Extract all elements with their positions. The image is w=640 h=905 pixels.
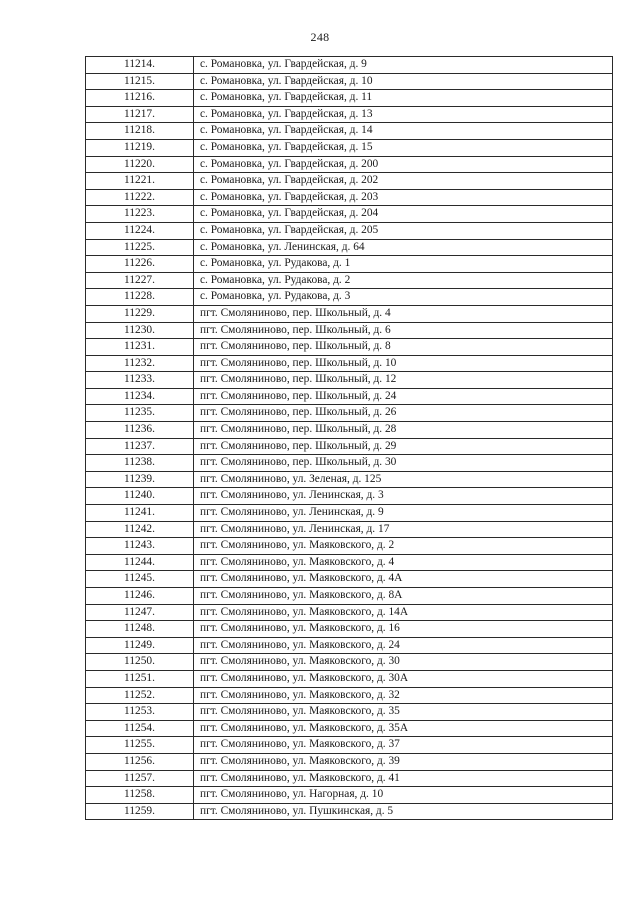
row-number-cell: 11231.: [86, 339, 194, 356]
address-cell: пгт. Смоляниново, пер. Школьный, д. 8: [194, 339, 613, 356]
address-cell: с. Романовка, ул. Гвардейская, д. 203: [194, 189, 613, 206]
address-cell: пгт. Смоляниново, пер. Школьный, д. 24: [194, 388, 613, 405]
row-number-cell: 11259.: [86, 803, 194, 820]
address-cell: с. Романовка, ул. Гвардейская, д. 202: [194, 173, 613, 190]
table-row: [86, 753, 613, 770]
row-number-cell: 11232.: [86, 355, 194, 372]
address-cell: с. Романовка, ул. Рудакова, д. 3: [194, 289, 613, 306]
address-cell: пгт. Смоляниново, пер. Школьный, д. 4: [194, 305, 613, 322]
row-number-cell: 11240.: [86, 488, 194, 505]
address-cell: с. Романовка, ул. Рудакова, д. 2: [194, 272, 613, 289]
address-cell: пгт. Смоляниново, пер. Школьный, д. 12: [194, 372, 613, 389]
table-row: [86, 654, 613, 671]
address-cell: пгт. Смоляниново, пер. Школьный, д. 29: [194, 438, 613, 455]
address-cell: пгт. Смоляниново, ул. Маяковского, д. 30А: [194, 670, 613, 687]
address-cell: пгт. Смоляниново, ул. Маяковского, д. 2: [194, 538, 613, 555]
row-number-cell: 11253.: [86, 704, 194, 721]
table-row: [86, 737, 613, 754]
row-number-cell: 11234.: [86, 388, 194, 405]
table-row: [86, 305, 613, 322]
row-number-cell: 11245.: [86, 571, 194, 588]
table-row: [86, 106, 613, 123]
row-number-cell: 11242.: [86, 521, 194, 538]
table-row: [86, 505, 613, 522]
row-number-cell: 11217.: [86, 106, 194, 123]
table-row: [86, 455, 613, 472]
row-number-cell: 11252.: [86, 687, 194, 704]
table-row: [86, 90, 613, 107]
address-cell: пгт. Смоляниново, ул. Маяковского, д. 4А: [194, 571, 613, 588]
table-row: [86, 704, 613, 721]
row-number-cell: 11226.: [86, 256, 194, 273]
row-number-cell: 11230.: [86, 322, 194, 339]
address-cell: с. Романовка, ул. Гвардейская, д. 14: [194, 123, 613, 140]
address-cell: с. Романовка, ул. Гвардейская, д. 13: [194, 106, 613, 123]
address-cell: пгт. Смоляниново, ул. Маяковского, д. 4: [194, 554, 613, 571]
row-number-cell: 11239.: [86, 471, 194, 488]
address-cell: пгт. Смоляниново, ул. Маяковского, д. 30: [194, 654, 613, 671]
address-cell: пгт. Смоляниново, ул. Маяковского, д. 32: [194, 687, 613, 704]
row-number-cell: 11237.: [86, 438, 194, 455]
table-row: [86, 770, 613, 787]
row-number-cell: 11233.: [86, 372, 194, 389]
address-cell: пгт. Смоляниново, пер. Школьный, д. 30: [194, 455, 613, 472]
table-row: [86, 173, 613, 190]
table-row: [86, 57, 613, 74]
page-number: 248: [310, 30, 330, 44]
table-row: [86, 471, 613, 488]
table-row: [86, 73, 613, 90]
table-row: [86, 372, 613, 389]
address-cell: с. Романовка, ул. Ленинская, д. 64: [194, 239, 613, 256]
row-number-cell: 11249.: [86, 637, 194, 654]
address-cell: пгт. Смоляниново, ул. Ленинская, д. 17: [194, 521, 613, 538]
row-number-cell: 11221.: [86, 173, 194, 190]
table-row: [86, 206, 613, 223]
table-row: [86, 388, 613, 405]
row-number-cell: 11223.: [86, 206, 194, 223]
table-row: [86, 422, 613, 439]
table-row: [86, 571, 613, 588]
address-cell: пгт. Смоляниново, ул. Маяковского, д. 16: [194, 621, 613, 638]
table-row: [86, 720, 613, 737]
row-number-cell: 11247.: [86, 604, 194, 621]
address-cell: пгт. Смоляниново, ул. Маяковского, д. 14А: [194, 604, 613, 621]
table-row: [86, 670, 613, 687]
address-cell: пгт. Смоляниново, ул. Маяковского, д. 41: [194, 770, 613, 787]
table-row: [86, 405, 613, 422]
table-row: [86, 139, 613, 156]
address-cell: пгт. Смоляниново, пер. Школьный, д. 26: [194, 405, 613, 422]
table-row: [86, 222, 613, 239]
table-row: [86, 239, 613, 256]
table-row: [86, 189, 613, 206]
address-cell: пгт. Смоляниново, ул. Маяковского, д. 39: [194, 753, 613, 770]
address-cell: с. Романовка, ул. Гвардейская, д. 10: [194, 73, 613, 90]
row-number-cell: 11216.: [86, 90, 194, 107]
table-row: [86, 604, 613, 621]
address-table-body: [86, 57, 613, 820]
table-row: [86, 339, 613, 356]
row-number-cell: 11257.: [86, 770, 194, 787]
address-cell: пгт. Смоляниново, пер. Школьный, д. 28: [194, 422, 613, 439]
address-cell: пгт. Смоляниново, ул. Маяковского, д. 35А: [194, 720, 613, 737]
table-row: [86, 123, 613, 140]
row-number-cell: 11235.: [86, 405, 194, 422]
table-row: [86, 803, 613, 820]
row-number-cell: 11254.: [86, 720, 194, 737]
address-cell: пгт. Смоляниново, ул. Маяковского, д. 37: [194, 737, 613, 754]
address-cell: с. Романовка, ул. Гвардейская, д. 205: [194, 222, 613, 239]
row-number-cell: 11229.: [86, 305, 194, 322]
table-row: [86, 289, 613, 306]
table-row: [86, 588, 613, 605]
address-cell: пгт. Смоляниново, пер. Школьный, д. 6: [194, 322, 613, 339]
row-number-cell: 11246.: [86, 588, 194, 605]
address-cell: с. Романовка, ул. Гвардейская, д. 11: [194, 90, 613, 107]
row-number-cell: 11243.: [86, 538, 194, 555]
row-number-cell: 11227.: [86, 272, 194, 289]
address-cell: пгт. Смоляниново, ул. Нагорная, д. 10: [194, 787, 613, 804]
row-number-cell: 11228.: [86, 289, 194, 306]
row-number-cell: 11222.: [86, 189, 194, 206]
address-cell: пгт. Смоляниново, ул. Маяковского, д. 8А: [194, 588, 613, 605]
row-number-cell: 11215.: [86, 73, 194, 90]
address-cell: с. Романовка, ул. Гвардейская, д. 15: [194, 139, 613, 156]
row-number-cell: 11256.: [86, 753, 194, 770]
row-number-cell: 11220.: [86, 156, 194, 173]
address-cell: с. Романовка, ул. Гвардейская, д. 9: [194, 57, 613, 74]
row-number-cell: 11236.: [86, 422, 194, 439]
address-cell: пгт. Смоляниново, ул. Пушкинская, д. 5: [194, 803, 613, 820]
table-row: [86, 355, 613, 372]
row-number-cell: 11241.: [86, 505, 194, 522]
address-cell: с. Романовка, ул. Гвардейская, д. 204: [194, 206, 613, 223]
row-number-cell: 11218.: [86, 123, 194, 140]
row-number-cell: 11225.: [86, 239, 194, 256]
row-number-cell: 11251.: [86, 670, 194, 687]
row-number-cell: 11214.: [86, 57, 194, 74]
address-cell: с. Романовка, ул. Рудакова, д. 1: [194, 256, 613, 273]
table-row: [86, 521, 613, 538]
address-cell: с. Романовка, ул. Гвардейская, д. 200: [194, 156, 613, 173]
row-number-cell: 11258.: [86, 787, 194, 804]
row-number-cell: 11224.: [86, 222, 194, 239]
row-number-cell: 11248.: [86, 621, 194, 638]
address-cell: пгт. Смоляниново, пер. Школьный, д. 10: [194, 355, 613, 372]
address-cell: пгт. Смоляниново, ул. Маяковского, д. 35: [194, 704, 613, 721]
row-number-cell: 11238.: [86, 455, 194, 472]
table-row: [86, 538, 613, 555]
table-row: [86, 438, 613, 455]
table-row: [86, 621, 613, 638]
address-cell: пгт. Смоляниново, ул. Зеленая, д. 125: [194, 471, 613, 488]
table-row: [86, 637, 613, 654]
table-row: [86, 488, 613, 505]
table-row: [86, 272, 613, 289]
table-row: [86, 322, 613, 339]
row-number-cell: 11244.: [86, 554, 194, 571]
table-row: [86, 687, 613, 704]
row-number-cell: 11255.: [86, 737, 194, 754]
address-cell: пгт. Смоляниново, ул. Ленинская, д. 3: [194, 488, 613, 505]
row-number-cell: 11219.: [86, 139, 194, 156]
row-number-cell: 11250.: [86, 654, 194, 671]
table-row: [86, 554, 613, 571]
address-cell: пгт. Смоляниново, ул. Маяковского, д. 24: [194, 637, 613, 654]
address-table: [85, 56, 613, 820]
table-row: [86, 256, 613, 273]
address-cell: пгт. Смоляниново, ул. Ленинская, д. 9: [194, 505, 613, 522]
table-row: [86, 156, 613, 173]
table-row: [86, 787, 613, 804]
